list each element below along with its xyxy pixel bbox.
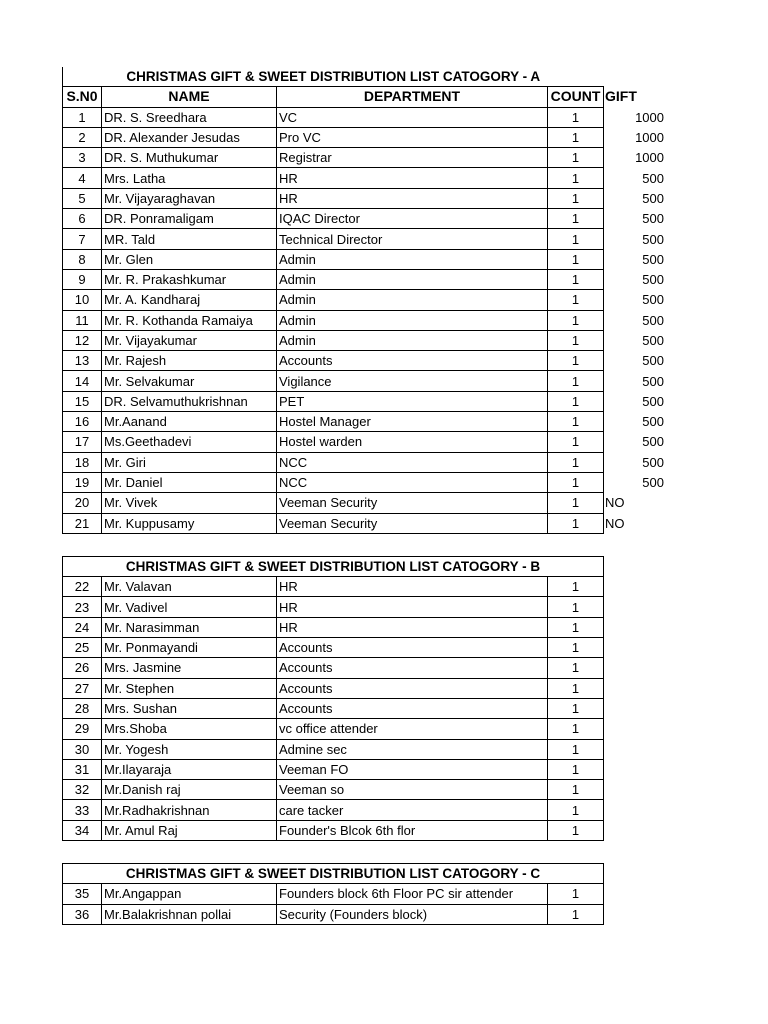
- cell-name: Mr.Ilayaraja: [102, 759, 277, 779]
- cell-name: MR. Tald: [102, 229, 277, 249]
- cell-name: Mr. Amul Raj: [102, 820, 277, 840]
- table-row: [63, 188, 667, 208]
- cell-sno: 1: [63, 107, 102, 127]
- table-row: [63, 698, 667, 718]
- cell-sno: 32: [63, 780, 102, 800]
- cell-empty: [604, 658, 667, 678]
- cell-name: Mr. Glen: [102, 249, 277, 269]
- header-count: COUNT: [548, 87, 604, 107]
- cell-empty: [604, 800, 667, 820]
- cell-department: HR: [277, 188, 548, 208]
- cell-name: DR. Alexander Jesudas: [102, 127, 277, 147]
- cell-name: Mrs. Sushan: [102, 698, 277, 718]
- cell-sno: 17: [63, 432, 102, 452]
- cell-count: 1: [548, 678, 604, 698]
- cell-department: Admine sec: [277, 739, 548, 759]
- cell-sno: 11: [63, 310, 102, 330]
- cell-name: Mr. Ponmayandi: [102, 638, 277, 658]
- cell-count: 1: [548, 698, 604, 718]
- cell-department: Hostel warden: [277, 432, 548, 452]
- cell-name: DR. Selvamuthukrishnan: [102, 391, 277, 411]
- cell-sno: 30: [63, 739, 102, 759]
- cell-count: 1: [548, 209, 604, 229]
- table-row: [63, 229, 667, 249]
- cell-department: Veeman so: [277, 780, 548, 800]
- cell-count: 1: [548, 290, 604, 310]
- cell-sno: 36: [63, 904, 102, 924]
- cell-count: 1: [548, 310, 604, 330]
- cell-sno: 12: [63, 330, 102, 350]
- cell-count: 1: [548, 597, 604, 617]
- table-row: [63, 148, 667, 168]
- cell-empty: [604, 678, 667, 698]
- cell-gift: 500: [642, 333, 664, 348]
- cell-gift: 1000: [635, 150, 664, 166]
- cell-name: Mr. Valavan: [102, 577, 277, 597]
- cell-count: 1: [548, 371, 604, 391]
- table-row: [63, 107, 667, 127]
- cell-name: Mr. Giri: [102, 452, 277, 472]
- cell-department: Admin: [277, 290, 548, 310]
- cell-count: 1: [548, 249, 604, 269]
- cell-sno: 29: [63, 719, 102, 739]
- cell-count: 1: [548, 658, 604, 678]
- cell-count: 1: [548, 269, 604, 289]
- cell-name: Mr. Vivek: [102, 493, 277, 513]
- cell-sno: 28: [63, 698, 102, 718]
- cell-name: Mr. R. Kothanda Ramaiya: [102, 310, 277, 330]
- table-row: [63, 290, 667, 310]
- cell-department: vc office attender: [277, 719, 548, 739]
- table-row: [63, 577, 667, 597]
- spacer-row: [63, 840, 667, 863]
- cell-name: Mr. Selvakumar: [102, 371, 277, 391]
- cell-name: Mr. Yogesh: [102, 739, 277, 759]
- cell-count: 1: [548, 229, 604, 249]
- cell-sno: 13: [63, 351, 102, 371]
- cell-name: Mr. Rajesh: [102, 351, 277, 371]
- cell-sno: 9: [63, 269, 102, 289]
- cell-empty: [604, 820, 667, 840]
- table-row: [63, 597, 667, 617]
- cell-gift: 1000: [635, 130, 664, 146]
- table-row: [63, 391, 667, 411]
- cell-count: 1: [548, 127, 604, 147]
- cell-gift: 500: [642, 373, 664, 389]
- cell-department: Admin: [277, 330, 548, 350]
- cell-count: 1: [548, 759, 604, 779]
- table-row: [63, 330, 667, 350]
- table-row: [63, 493, 667, 513]
- cell-department: HR: [277, 597, 548, 617]
- cell-sno: 25: [63, 638, 102, 658]
- cell-count: 1: [548, 168, 604, 188]
- cell-count: 1: [548, 820, 604, 840]
- table-row: [63, 513, 667, 533]
- header-row: [63, 87, 667, 107]
- cell-empty: [604, 577, 667, 597]
- cell-department: Accounts: [277, 658, 548, 678]
- cell-gift: 500: [642, 231, 664, 247]
- table-row: [63, 759, 667, 779]
- cell-sno: 3: [63, 148, 102, 168]
- table-row: [63, 820, 667, 840]
- cell-department: NCC: [277, 472, 548, 492]
- cell-name: DR. S. Sreedhara: [102, 107, 277, 127]
- section-c-title-row: [63, 863, 667, 883]
- cell-empty: [604, 780, 667, 800]
- section-a-title-row: [63, 67, 667, 87]
- cell-gift: 500: [642, 475, 664, 491]
- section-b-title: CHRISTMAS GIFT & SWEET DISTRIBUTION LIST CATOGORY - B: [63, 556, 604, 576]
- cell-sno: 19: [63, 472, 102, 492]
- cell-name: Mr. Kuppusamy: [102, 513, 277, 533]
- cell-name: Mr. Daniel: [102, 472, 277, 492]
- section-a-title: CHRISTMAS GIFT & SWEET DISTRIBUTION LIST CATOGORY - A: [63, 67, 604, 87]
- cell-sno: 27: [63, 678, 102, 698]
- cell-sno: 6: [63, 209, 102, 229]
- cell-department: Accounts: [277, 351, 548, 371]
- cell-count: 1: [548, 432, 604, 452]
- cell-department: Pro VC: [277, 127, 548, 147]
- table-row: [63, 739, 667, 759]
- cell-gift: 500: [642, 251, 664, 267]
- table-row: [63, 658, 667, 678]
- cell-sno: 16: [63, 412, 102, 432]
- table-row: [63, 127, 667, 147]
- cell-name: Mrs. Latha: [102, 168, 277, 188]
- cell-name: DR. Ponramaligam: [102, 209, 277, 229]
- cell-department: Accounts: [277, 678, 548, 698]
- table-row: [63, 719, 667, 739]
- cell-gift: 500: [642, 211, 664, 227]
- cell-empty: [604, 638, 667, 658]
- cell-sno: 23: [63, 597, 102, 617]
- table-row: [63, 884, 667, 904]
- cell-department: Accounts: [277, 638, 548, 658]
- cell-sno: 4: [63, 168, 102, 188]
- header-sno: S.N0: [63, 87, 102, 107]
- cell-sno: 21: [63, 513, 102, 533]
- spacer-row: [63, 533, 667, 556]
- table-row: [63, 904, 667, 924]
- cell-count: 1: [548, 513, 604, 533]
- cell-department: Hostel Manager: [277, 412, 548, 432]
- table-row: [63, 412, 667, 432]
- cell-department: care tacker: [277, 800, 548, 820]
- cell-department: Vigilance: [277, 371, 548, 391]
- cell-gift: 500: [642, 292, 664, 308]
- cell-gift: NO: [605, 495, 625, 511]
- table-row: [63, 678, 667, 698]
- section-c-title: CHRISTMAS GIFT & SWEET DISTRIBUTION LIST CATOGORY - C: [63, 863, 604, 883]
- cell-department: Registrar: [277, 148, 548, 168]
- header-gift: GIFT: [605, 88, 637, 105]
- cell-count: 1: [548, 638, 604, 658]
- cell-count: 1: [548, 577, 604, 597]
- table-row: [63, 617, 667, 637]
- cell-gift: 500: [642, 414, 664, 430]
- cell-name: Mr. A. Kandharaj: [102, 290, 277, 310]
- cell-sno: 14: [63, 371, 102, 391]
- cell-sno: 20: [63, 493, 102, 513]
- cell-sno: 24: [63, 617, 102, 637]
- cell-count: 1: [548, 719, 604, 739]
- cell-department: Security (Founders block): [277, 904, 548, 924]
- table-row: [63, 452, 667, 472]
- cell-count: 1: [548, 493, 604, 513]
- cell-department: Veeman FO: [277, 759, 548, 779]
- cell-count: 1: [548, 472, 604, 492]
- cell-name: DR. S. Muthukumar: [102, 148, 277, 168]
- cell-count: 1: [548, 904, 604, 924]
- cell-count: 1: [548, 617, 604, 637]
- cell-count: 1: [548, 188, 604, 208]
- table-row: [63, 310, 667, 330]
- spreadsheet: [62, 67, 666, 925]
- cell-department: Veeman Security: [277, 493, 548, 513]
- cell-empty: [604, 759, 667, 779]
- cell-gift: 1000: [635, 109, 664, 125]
- cell-count: 1: [548, 107, 604, 127]
- cell-name: Mrs. Jasmine: [102, 658, 277, 678]
- cell-empty: [604, 617, 667, 637]
- cell-department: HR: [277, 577, 548, 597]
- cell-name: Mr.Radhakrishnan: [102, 800, 277, 820]
- cell-count: 1: [548, 739, 604, 759]
- cell-department: Admin: [277, 310, 548, 330]
- table-row: [63, 209, 667, 229]
- table-row: [63, 638, 667, 658]
- cell-gift: 500: [642, 190, 664, 206]
- table-row: [63, 269, 667, 289]
- cell-empty: [604, 904, 667, 924]
- cell-department: Founders block 6th Floor PC sir attender: [277, 884, 548, 904]
- cell-sno: 15: [63, 391, 102, 411]
- cell-name: Ms.Geethadevi: [102, 432, 277, 452]
- cell-department: NCC: [277, 452, 548, 472]
- cell-name: Mr.Balakrishnan pollai: [102, 904, 277, 924]
- table-row: [63, 432, 667, 452]
- cell-count: 1: [548, 412, 604, 432]
- cell-gift: NO: [605, 515, 625, 531]
- cell-name: Mr. Vadivel: [102, 597, 277, 617]
- cell-name: Mr. Stephen: [102, 678, 277, 698]
- cell-count: 1: [548, 780, 604, 800]
- cell-count: 1: [548, 452, 604, 472]
- cell-name: Mrs.Shoba: [102, 719, 277, 739]
- cell-gift: 500: [642, 353, 664, 369]
- cell-name: Mr. Narasimman: [102, 617, 277, 637]
- table-row: [63, 249, 667, 269]
- cell-department: HR: [277, 617, 548, 637]
- cell-department: Admin: [277, 269, 548, 289]
- cell-department: Veeman Security: [277, 513, 548, 533]
- cell-empty: [604, 597, 667, 617]
- cell-sno: 10: [63, 290, 102, 310]
- cell-department: Accounts: [277, 698, 548, 718]
- cell-empty: [604, 698, 667, 718]
- cell-gift: 500: [642, 454, 664, 470]
- cell-empty: [604, 719, 667, 739]
- cell-sno: 8: [63, 249, 102, 269]
- cell-department: Technical Director: [277, 229, 548, 249]
- table-row: [63, 168, 667, 188]
- cell-name: Mr.Angappan: [102, 884, 277, 904]
- cell-count: 1: [548, 884, 604, 904]
- cell-sno: 33: [63, 800, 102, 820]
- cell-name: Mr.Aanand: [102, 412, 277, 432]
- cell-department: Founder's Blcok 6th flor: [277, 820, 548, 840]
- header-department: DEPARTMENT: [277, 87, 548, 107]
- cell-sno: 7: [63, 229, 102, 249]
- cell-sno: 22: [63, 577, 102, 597]
- table-row: [63, 800, 667, 820]
- cell-sno: 2: [63, 127, 102, 147]
- cell-count: 1: [548, 391, 604, 411]
- table-row: [63, 371, 667, 391]
- cell-count: 1: [548, 330, 604, 350]
- cell-empty: [604, 739, 667, 759]
- cell-name: Mr. Vijayaraghavan: [102, 188, 277, 208]
- table-row: [63, 472, 667, 492]
- cell-gift: 500: [642, 434, 664, 450]
- cell-sno: 5: [63, 188, 102, 208]
- cell-gift: 500: [642, 393, 664, 409]
- table-row: [63, 351, 667, 371]
- cell-department: Admin: [277, 249, 548, 269]
- section-b-title-row: [63, 556, 667, 576]
- header-name: NAME: [102, 87, 277, 107]
- cell-sno: 34: [63, 820, 102, 840]
- cell-sno: 35: [63, 884, 102, 904]
- cell-gift: 500: [642, 312, 664, 328]
- cell-sno: 18: [63, 452, 102, 472]
- cell-name: Mr. Vijayakumar: [102, 330, 277, 350]
- cell-department: PET: [277, 391, 548, 411]
- cell-department: HR: [277, 168, 548, 188]
- cell-name: Mr. R. Prakashkumar: [102, 269, 277, 289]
- cell-count: 1: [548, 148, 604, 168]
- cell-sno: 31: [63, 759, 102, 779]
- distribution-table: [62, 67, 666, 925]
- cell-count: 1: [548, 351, 604, 371]
- cell-gift: 500: [642, 272, 664, 288]
- cell-department: VC: [277, 107, 548, 127]
- table-row: [63, 780, 667, 800]
- cell-gift: 500: [642, 170, 664, 186]
- cell-name: Mr.Danish raj: [102, 780, 277, 800]
- table-body: [63, 67, 667, 924]
- cell-empty: [604, 884, 667, 904]
- cell-sno: 26: [63, 658, 102, 678]
- cell-count: 1: [548, 800, 604, 820]
- cell-department: IQAC Director: [277, 209, 548, 229]
